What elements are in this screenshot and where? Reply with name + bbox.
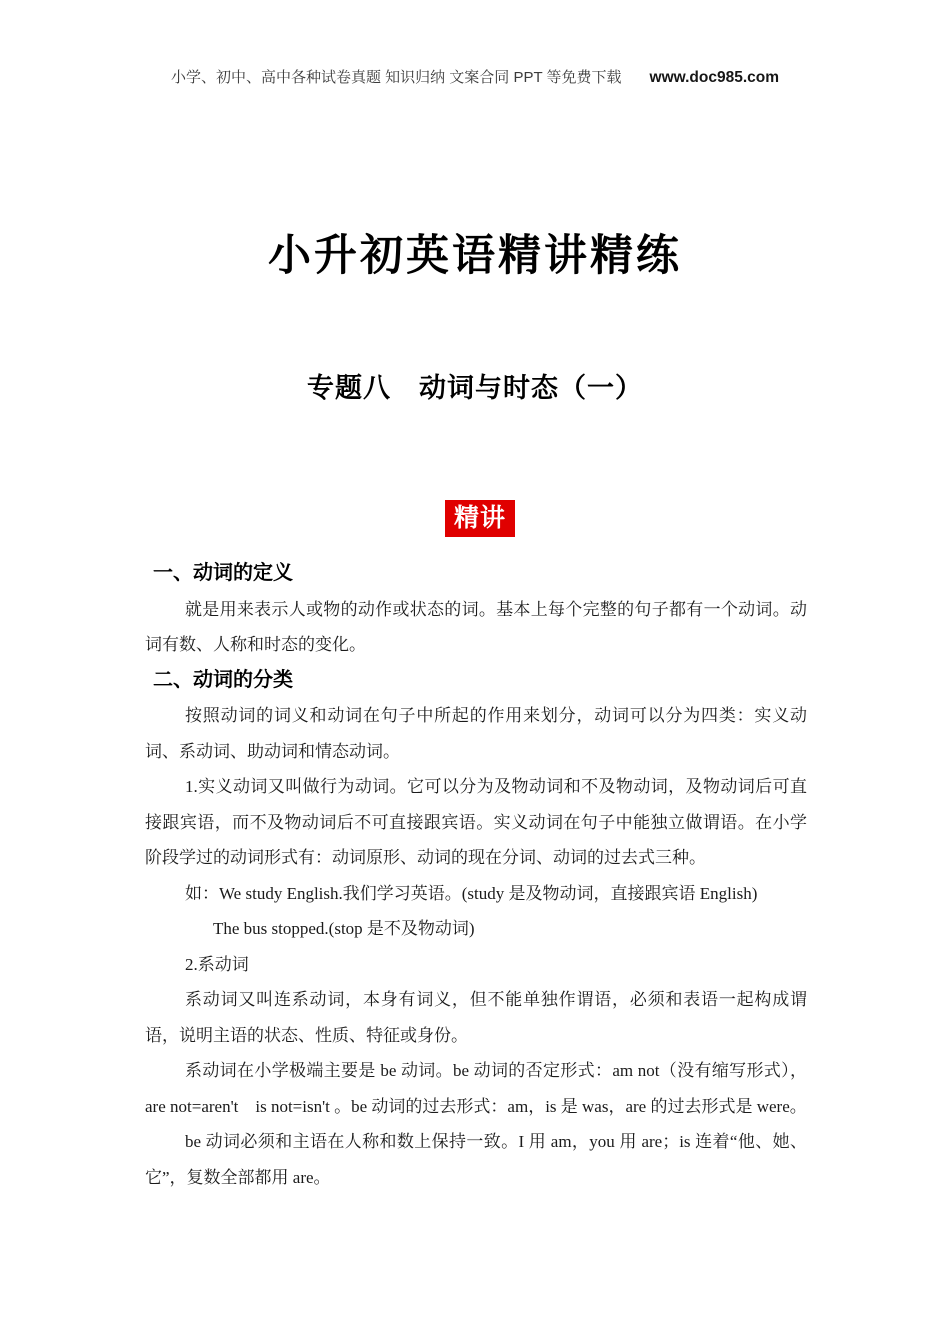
paragraph-be-verb-agreement: be 动词必须和主语在人称和数上保持一致。I 用 am，you 用 are；is 连着“他、她、它”，复数全部都用 are。 bbox=[145, 1132, 807, 1187]
site-header bbox=[0, 66, 950, 87]
paragraph-be-verb-forms: 系动词在小学极端主要是 be 动词。be 动词的否定形式：am not（没有缩写形式），are not=aren't is not=isn't 。be 动词的过去形式：am，is 是 was，are 的过去形式是 were。 bbox=[145, 1061, 807, 1116]
page-subtitle: 专题八 动词与时态（一） bbox=[307, 373, 643, 403]
paragraph-linking-verb-definition: 系动词又叫连系动词，本身有词义，但不能单独作谓语，必须和表语一起构成谓语，说明主语的状态、性质、特征或身份。 bbox=[145, 990, 807, 1045]
document-body bbox=[145, 556, 807, 1195]
header-links-text: 小学、初中、高中各种试卷真题 知识归纳 文案合同 PPT 等免费下载 bbox=[170, 69, 622, 86]
example-line-study-english: 如：We study English.我们学习英语。(study 是及物动词，直接跟宾语 English) bbox=[185, 883, 758, 903]
section-heading-verb-definition: 一、动词的定义 bbox=[153, 562, 293, 584]
paragraph-linking-verb-label: 2.系动词 bbox=[185, 954, 249, 974]
example-line-bus-stopped: The bus stopped.(stop 是不及物动词) bbox=[213, 919, 475, 938]
paragraph-action-verbs: 1.实义动词又叫做行为动词。它可以分为及物动词和不及物动词，及物动词后可直接跟宾语，而不及物动词后不可直接跟宾语。实义动词在句子中能独立做谓语。在小学阶段学过的动词形式有：动词原形、动词的现在分词、动词的过去式三种。 bbox=[145, 777, 807, 867]
site-url: www.doc985.com bbox=[649, 69, 780, 86]
paragraph-verb-definition: 就是用来表示人或物的动作或状态的词。基本上每个完整的句子都有一个动词。动词有数、人称和时态的变化。 bbox=[145, 599, 807, 654]
paragraph-classification-intro: 按照动词的词义和动词在句子中所起的作用来划分，动词可以分为四类：实义动词、系动词、助动词和情态动词。 bbox=[145, 706, 807, 761]
jingjiang-badge: 精讲 bbox=[445, 500, 515, 537]
page-title: 小升初英语精讲精练 bbox=[268, 232, 682, 280]
section-heading-verb-classification: 二、动词的分类 bbox=[153, 668, 293, 691]
